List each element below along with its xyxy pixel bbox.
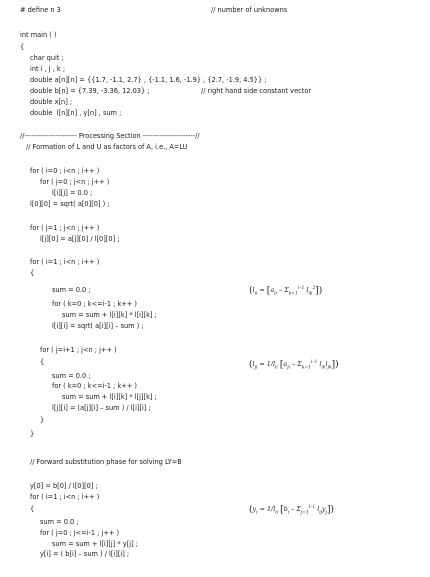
code-line: sum = 0.0 ; xyxy=(52,372,91,380)
code-line: for ( j=1 ; j<n ; j++ ) xyxy=(30,224,100,232)
code-line: sum = sum + l[i][k] * l[j][k] ; xyxy=(62,393,157,401)
code-line: } xyxy=(30,430,35,438)
code-line: { xyxy=(30,505,35,513)
code-line: sum = sum + l[i][j] * y[j] ; xyxy=(52,540,138,548)
code-line: y[0] = b[0] / l[0][0] ; xyxy=(30,482,98,490)
code-line: # define n 3 xyxy=(20,6,61,14)
formula-l-offdiagonal: ($l_{ji} = 1/l_{ii}$ [$a_{ji} - \Sigma_{k=1}^{i-1}$ $l_{ik}l_{jk}$]) xyxy=(249,360,339,371)
code-line: char quit ; xyxy=(30,54,64,62)
code-line: double a[n][n] = {{1.7, -1.1, 2.7} , {-1.1, 1.6, -1.9} , {2.7, -1.9, 4.5}} ; xyxy=(30,76,267,84)
code-line: for ( j=i+1 ; j<n ; j++ ) xyxy=(40,346,117,354)
formula-l-diagonal: ($l_{ii} = [a_{ii} - \Sigma_{k=1}^{i-1}$ $l_{ik}^2$]) xyxy=(249,286,323,297)
code-line: for ( k=0 ; k<=i-1 ; k++ ) xyxy=(52,382,138,390)
code-comment: // right hand side constant vector xyxy=(201,87,312,95)
code-line: l[j][0] = a[j][0] / l[0][0] ; xyxy=(40,235,120,243)
code-line: for ( i=1 ; i<n ; i++ ) xyxy=(30,493,100,501)
code-line: l[j][i] = (a[j][i] – sum ) / l[i][i] ; xyxy=(52,404,151,412)
code-line: int i , j , k ; xyxy=(30,65,66,73)
code-line: { xyxy=(40,358,45,366)
code-line: sum = 0.0 ; xyxy=(52,286,91,294)
code-comment: // Forward substitution phase for solving LY=B xyxy=(30,458,182,466)
code-line: int main ( ) xyxy=(20,31,57,39)
code-line: double l[n][n] , y[n] , sum ; xyxy=(30,109,122,117)
section-header-comment: //---------------------- Processing Section ----------------------// xyxy=(20,132,200,140)
code-line: for ( j=0 ; j<=i-1 ; j++ ) xyxy=(40,529,120,537)
code-line: y[i] = ( b[i] – sum ) / l[i][i] ; xyxy=(40,550,130,558)
code-comment: // number of unknowns xyxy=(211,6,288,14)
code-line: l[i][j] = 0.0 ; xyxy=(52,189,93,197)
code-line: l[0][0] = sqrt( a[0][0] ) ; xyxy=(30,200,110,208)
code-line: double x[n] ; xyxy=(30,98,73,106)
code-line: } xyxy=(40,416,45,424)
code-line: sum = sum + l[i][k] * l[i][k] ; xyxy=(62,311,157,319)
code-line: for ( i=1 ; i<n ; i++ ) xyxy=(30,258,100,266)
code-comment: // Formation of L and U as factors of A, i.e., A=LU xyxy=(26,143,188,151)
code-line: for ( i=0 ; i<n ; i++ ) xyxy=(30,167,100,175)
code-line: double b[n] = {7.39, -3.36, 12.03} ; xyxy=(30,87,150,95)
code-line: sum = 0.0 ; xyxy=(40,518,79,526)
code-line: { xyxy=(20,43,25,51)
code-line: { xyxy=(30,269,35,277)
code-line: for ( j=0 ; j<n ; j++ ) xyxy=(40,178,110,186)
formula-forward-substitution: ($y_i = 1/l_{ii}$ [$b_i - \Sigma_{j=1}^{i-1}$ $l_{ij}y_j$]) xyxy=(249,505,335,516)
code-line: l[i][i] = sqrt( a[i][i] – sum ) ; xyxy=(52,322,144,330)
code-line: for ( k=0 ; k<=i-1 ; k++ ) xyxy=(52,300,138,308)
